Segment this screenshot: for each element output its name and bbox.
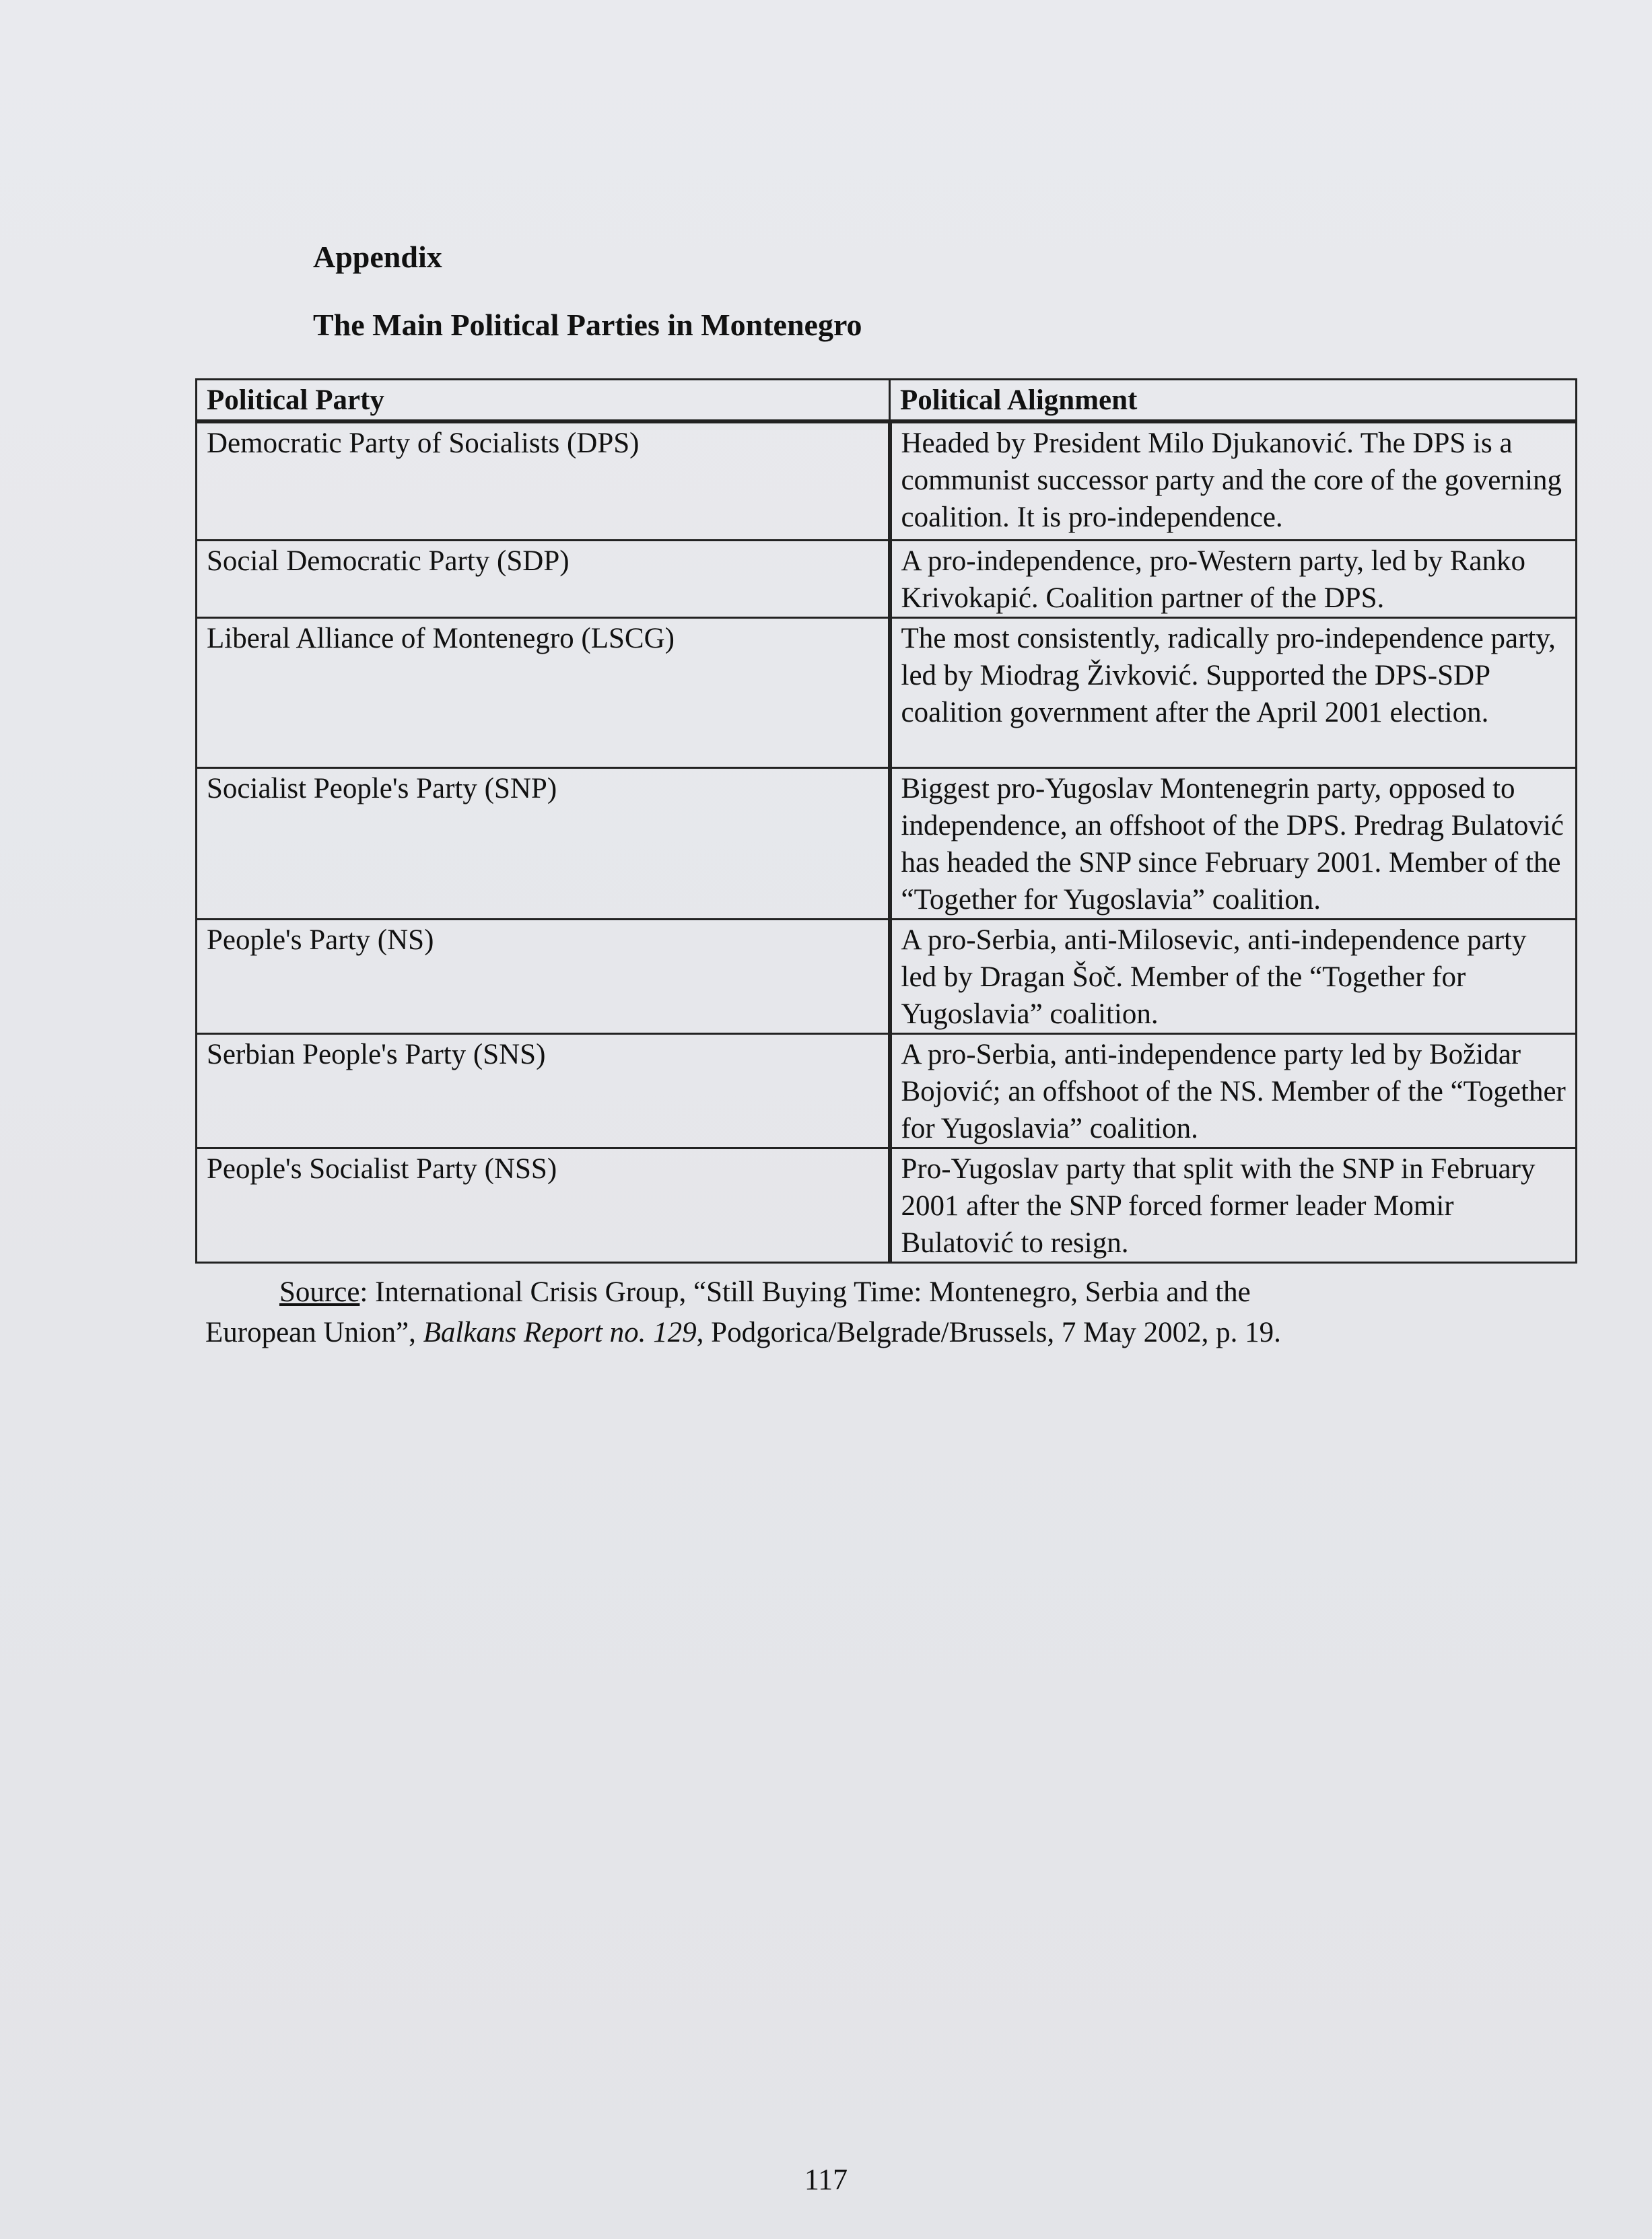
political-party-header: Political Party: [197, 380, 890, 422]
party-alignment-cell: Biggest pro-Yugoslav Montenegrin party, opposed to independence, an offshoot of the DPS. Predrag Bulatović has headed the SNP since February 2001. Member of the “Together for Yugoslavia” coalition.: [890, 768, 1577, 920]
political-parties-table: [195, 378, 1577, 1264]
party-name-cell: Socialist People's Party (SNP): [197, 768, 890, 920]
political-alignment-header: Political Alignment: [890, 380, 1577, 422]
table-row: [197, 920, 1577, 1034]
table-row: [197, 1148, 1577, 1263]
party-alignment-cell: The most consistently, radically pro-independence party, led by Miodrag Živković. Supported the DPS-SDP coalition government after the April 2001 election.: [890, 618, 1577, 768]
source-citation: [205, 1272, 1585, 1353]
party-alignment-cell: A pro-Serbia, anti-independence party led by Božidar Bojović; an offshoot of the NS. Member of the “Together for Yugoslavia” coalition.: [890, 1034, 1577, 1148]
table-row: [197, 768, 1577, 920]
appendix-heading: Appendix: [313, 240, 442, 274]
party-alignment-cell: A pro-independence, pro-Western party, led by Ranko Krivokapić. Coalition partner of the DPS.: [890, 541, 1577, 618]
table-row: [197, 1034, 1577, 1148]
party-name-cell: Social Democratic Party (SDP): [197, 541, 890, 618]
party-alignment-cell: Pro-Yugoslav party that split with the SNP in February 2001 after the SNP forced former leader Momir Bulatović to resign.: [890, 1148, 1577, 1263]
party-name-cell: People's Party (NS): [197, 920, 890, 1034]
source-label: Source: [279, 1276, 360, 1308]
source-report-title: Balkans Report no. 129: [423, 1317, 697, 1348]
source-text-b: European Union”,: [205, 1317, 423, 1348]
source-text-c: , Podgorica/Belgrade/Brussels, 7 May 2002, p. 19.: [696, 1317, 1281, 1348]
table-header-row: [197, 380, 1577, 422]
source-line-2: [205, 1313, 1585, 1353]
party-alignment-cell: A pro-Serbia, anti-Milosevic, anti-independence party led by Dragan Šoč. Member of the “Together for Yugoslavia” coalition.: [890, 920, 1577, 1034]
party-name-cell: Democratic Party of Socialists (DPS): [197, 421, 890, 541]
table-row: [197, 421, 1577, 541]
table-row: [197, 541, 1577, 618]
page-number: 117: [804, 2163, 848, 2196]
party-name-cell: People's Socialist Party (NSS): [197, 1148, 890, 1263]
party-alignment-cell: Headed by President Milo Djukanović. The DPS is a communist successor party and the core of the governing coalition. It is pro-independence.: [890, 421, 1577, 541]
party-name-cell: Serbian People's Party (SNS): [197, 1034, 890, 1148]
table-title: The Main Political Parties in Montenegro: [313, 308, 862, 342]
source-text-a: : International Crisis Group, “Still Buying Time: Montenegro, Serbia and the: [359, 1276, 1251, 1308]
source-line-1: [205, 1272, 1585, 1313]
table-row: [197, 618, 1577, 768]
party-name-cell: Liberal Alliance of Montenegro (LSCG): [197, 618, 890, 768]
